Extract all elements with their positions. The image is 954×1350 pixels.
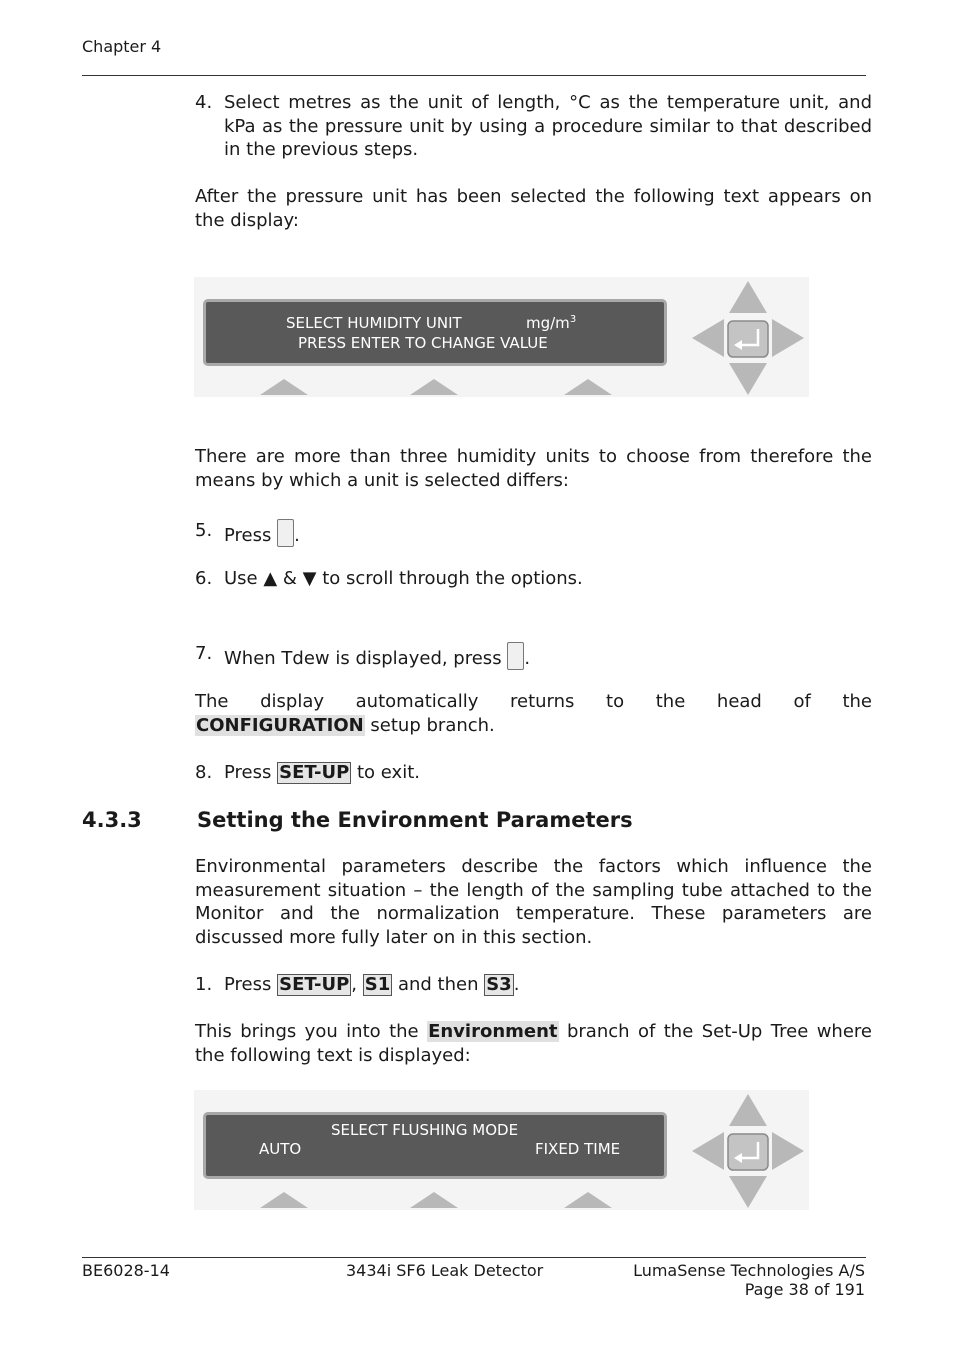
navigation-keypad	[692, 281, 804, 395]
softkey-s3-arrow[interactable]	[564, 379, 612, 395]
header-rule	[82, 75, 866, 76]
step-5	[195, 514, 872, 544]
s1-key-label: S1	[364, 974, 391, 995]
softkey-s1-arrow[interactable]	[260, 379, 308, 395]
separator: and then	[392, 974, 485, 995]
navigation-keypad	[692, 1094, 804, 1208]
step-text	[224, 973, 872, 997]
step-number: 6.	[195, 568, 213, 589]
lcd-unit-text: mg/m	[526, 314, 570, 332]
step-6	[195, 567, 872, 591]
enter-icon[interactable]	[728, 1134, 768, 1170]
step-text-post: to exit.	[351, 762, 420, 783]
right-arrow-icon[interactable]	[772, 1132, 804, 1170]
footer-doc-id: BE6028-14	[82, 1261, 170, 1280]
right-arrow-icon[interactable]	[772, 319, 804, 357]
left-arrow-icon[interactable]	[692, 319, 724, 357]
lcd-unit-sup: 3	[569, 314, 577, 325]
lcd-screen	[203, 299, 667, 366]
paragraph-tail: setup branch.	[364, 715, 495, 736]
section-title: Setting the Environment Parameters	[197, 808, 633, 832]
paragraph-display-returns: The display automatically returns to the head of the	[195, 691, 872, 712]
lcd-option-left: AUTO	[259, 1140, 302, 1158]
setup-key-label: SET-UP	[279, 974, 350, 995]
step-text-pre: Press	[224, 974, 278, 995]
instrument-display-humidity	[194, 277, 809, 397]
enter-icon[interactable]	[728, 321, 768, 357]
step-text	[224, 642, 872, 671]
step-text-pre: Press	[224, 762, 278, 783]
step-text-post: .	[513, 974, 520, 995]
paragraph-humidity-units: There are more than three humidity units to choose from therefore the means by which a unit is selected differs:	[195, 446, 872, 491]
down-arrow-icon[interactable]	[729, 363, 767, 395]
separator: ,	[351, 974, 363, 995]
footer-rule	[82, 1257, 866, 1258]
step-text	[224, 761, 872, 785]
instrument-display-flushing	[194, 1090, 809, 1210]
lcd-line1: SELECT FLUSHING MODE	[331, 1121, 519, 1139]
configuration-highlight: CONFIGURATION	[196, 715, 364, 736]
lcd-option-right: FIXED TIME	[535, 1140, 621, 1158]
setup-key-label: SET-UP	[279, 762, 350, 783]
section-number: 4.3.3	[82, 808, 142, 832]
step-text-post: .	[524, 648, 531, 669]
footer-product: 3434i SF6 Leak Detector	[346, 1261, 544, 1280]
paragraph-tail: branch of the Set-Up Tree where the following text is displayed:	[195, 1021, 872, 1066]
down-arrow-icon[interactable]	[729, 1176, 767, 1208]
up-arrow-icon[interactable]	[729, 1094, 767, 1126]
step-number: 5.	[195, 520, 213, 541]
step-1	[195, 973, 872, 997]
paragraph-environment: Environmental parameters describe the factors which influence the measurement situation – the length of the sampling tube attached to the Monitor and the normalization temperature. These parameters are discussed more fully later on in this section.	[195, 856, 872, 948]
step-text-pre: Press	[224, 525, 272, 546]
paragraph-head: This brings you into the	[195, 1021, 428, 1042]
softkey-s1-arrow[interactable]	[260, 1192, 308, 1208]
step-text: Use ▲ & ▼ to scroll through the options.	[224, 568, 583, 589]
lcd-unit	[526, 314, 576, 332]
step-text	[224, 519, 872, 548]
paragraph-after-pressure: After the pressure unit has been selected the following text appears on the display:	[195, 186, 872, 231]
softkey-s2-arrow[interactable]	[410, 1192, 458, 1208]
step-7	[195, 637, 872, 667]
chapter-header: Chapter 4	[82, 37, 162, 56]
footer-company: LumaSense Technologies A/S	[633, 1261, 865, 1280]
step-text-post: .	[294, 525, 300, 546]
up-arrow-icon[interactable]	[729, 281, 767, 313]
softkey-s2-arrow[interactable]	[410, 379, 458, 395]
step-number: 8.	[195, 762, 213, 783]
step-text-pre: When Tdew is displayed, press	[224, 648, 502, 669]
environment-highlight: Environment	[428, 1021, 558, 1042]
enter-key-icon	[277, 519, 294, 547]
paragraph-environment-branch	[195, 1020, 872, 1067]
lcd-line1: SELECT HUMIDITY UNIT	[286, 314, 462, 332]
lcd-screen	[203, 1112, 667, 1179]
step-number: 7.	[195, 643, 213, 664]
softkey-s3-arrow[interactable]	[564, 1192, 612, 1208]
step-8	[195, 761, 872, 785]
footer-page-number: Page 38 of 191	[744, 1280, 865, 1299]
step-number: 1.	[195, 974, 213, 995]
enter-key-icon	[507, 642, 524, 670]
step-text: Select metres as the unit of length, °C as the temperature unit, and kPa as the pressure unit by using a procedure similar to that described in the previous steps.	[224, 92, 872, 160]
lcd-line2: PRESS ENTER TO CHANGE VALUE	[298, 334, 548, 352]
step-number: 4.	[195, 92, 213, 113]
s3-key-label: S3	[486, 974, 512, 995]
step-4	[195, 91, 872, 163]
left-arrow-icon[interactable]	[692, 1132, 724, 1170]
paragraph-display-returns-cont	[195, 714, 872, 738]
